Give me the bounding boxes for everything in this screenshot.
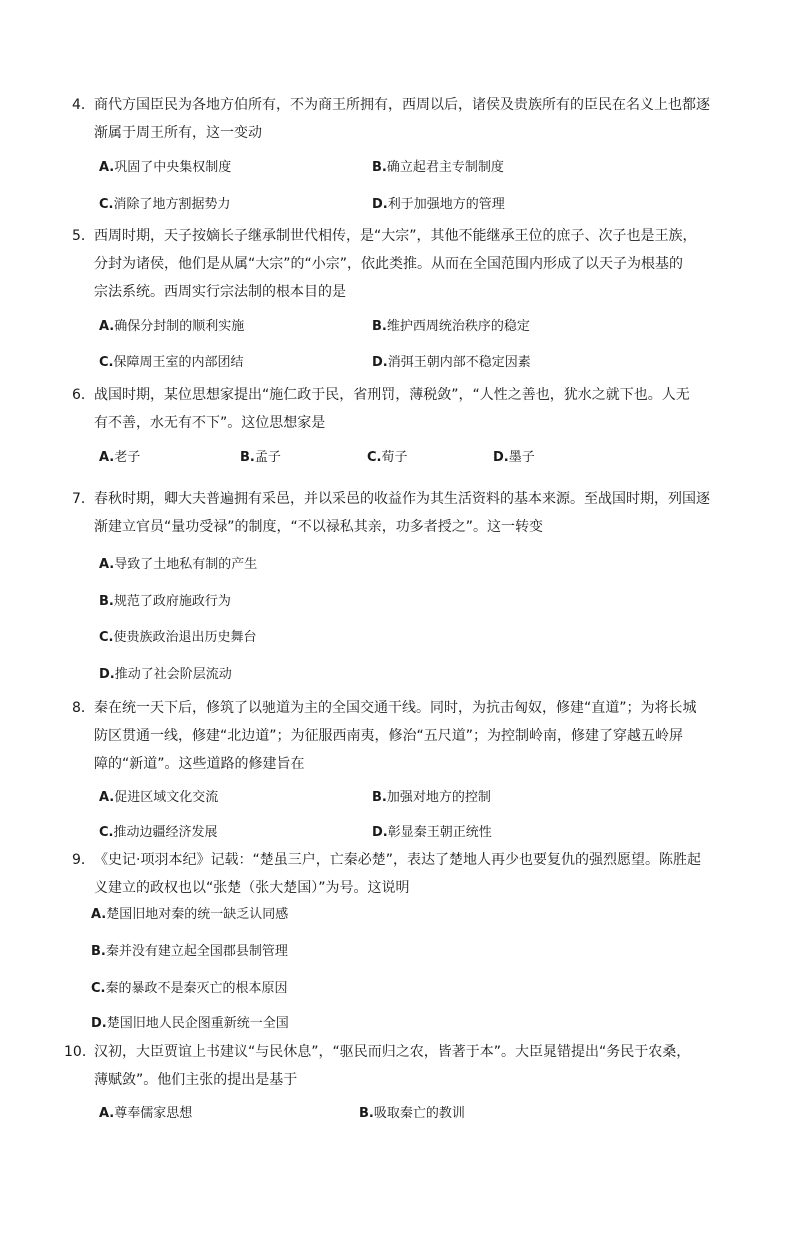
question-5-stem — [72, 222, 722, 306]
option-a[interactable]: A.尊奉儒家思想 — [99, 1106, 193, 1121]
question-text: 西周时期，天子按嫡长子继承制世代相传，是“大宗”，其他不能继承王位的庶子、次子也是王族， — [94, 228, 697, 244]
option-b[interactable]: B.维护西周统治秩序的稳定 — [372, 319, 530, 334]
option-b[interactable]: B.加强对地方的控制 — [372, 790, 491, 805]
question-text: 障的“新道”。这些道路的修建旨在 — [94, 756, 305, 772]
question-6-stem — [72, 381, 722, 437]
option-d[interactable]: D.楚国旧地人民企图重新统一全国 — [91, 1016, 289, 1031]
option-c[interactable]: C.消除了地方割据势力 — [99, 197, 231, 212]
question-text: 渐属于周王所有，这一变动 — [94, 125, 262, 141]
option-a[interactable]: A.促进区域文化交流 — [99, 790, 219, 805]
option-c[interactable]: C.保障周王室的内部团结 — [99, 355, 244, 370]
question-number: 7． — [72, 491, 95, 507]
question-text: 义建立的政权也以“张楚（张大楚国）”为号。这说明 — [94, 880, 410, 896]
option-b[interactable]: B.确立起君主专制制度 — [372, 160, 504, 175]
question-text: 渐建立官员“量功受禄”的制度，“不以禄私其亲，功多者授之”。这一转变 — [94, 519, 544, 535]
option-b[interactable]: B.秦并没有建立起全国郡县制管理 — [91, 944, 288, 959]
option-a[interactable]: A.老子 — [99, 450, 141, 465]
option-b[interactable]: B.孟子 — [240, 450, 281, 465]
question-4-stem — [72, 91, 722, 147]
question-number: 5． — [72, 228, 95, 244]
question-7-stem — [72, 485, 722, 541]
option-d[interactable]: D.利于加强地方的管理 — [372, 197, 505, 212]
option-b[interactable]: B.吸取秦亡的教训 — [359, 1106, 465, 1121]
question-number: 4． — [72, 97, 95, 113]
option-a[interactable]: A.导致了土地私有制的产生 — [99, 557, 258, 572]
question-text: 春秋时期，卿大夫普遍拥有采邑，并以采邑的收益作为其生活资料的基本来源。至战国时期，列国逐 — [94, 491, 710, 507]
question-text: 秦在统一天下后，修筑了以驰道为主的全国交通干线。同时，为抗击匈奴，修建“直道”；为将长城 — [94, 700, 697, 716]
question-text: 商代方国臣民为各地方伯所有，不为商王所拥有，西周以后，诸侯及贵族所有的臣民在名义上也都逐 — [94, 97, 710, 113]
option-c[interactable]: C.荀子 — [367, 450, 408, 465]
option-d[interactable]: D.消弭王朝内部不稳定因素 — [372, 355, 531, 370]
option-c[interactable]: C.秦的暴政不是秦灭亡的根本原因 — [91, 981, 288, 996]
option-a[interactable]: A.楚国旧地对秦的统一缺乏认同感 — [91, 907, 289, 922]
question-text: 分封为诸侯，他们是从属“大宗”的“小宗”，依此类推。从而在全国范围内形成了以天子为根基的 — [94, 256, 684, 272]
option-b[interactable]: B.规范了政府施政行为 — [99, 594, 231, 609]
question-10-stem — [64, 1038, 724, 1094]
question-number: 10． — [64, 1044, 96, 1060]
option-c[interactable]: C.推动边疆经济发展 — [99, 825, 218, 840]
option-a[interactable]: A.巩固了中央集权制度 — [99, 160, 232, 175]
question-text: 薄赋敛”。他们主张的提出是基于 — [94, 1072, 298, 1088]
question-number: 6． — [72, 387, 95, 403]
option-d[interactable]: D.推动了社会阶层流动 — [99, 667, 232, 682]
question-text: 有不善，水无有不下”。这位思想家是 — [94, 415, 326, 431]
option-d[interactable]: D.墨子 — [493, 450, 535, 465]
question-9-stem — [72, 846, 722, 902]
option-a[interactable]: A.确保分封制的顺利实施 — [99, 319, 245, 334]
question-text: 战国时期，某位思想家提出“施仁政于民，省刑罚，薄税敛”，“人性之善也，犹水之就下也。人无 — [94, 387, 690, 403]
option-d[interactable]: D.彰显秦王朝正统性 — [372, 825, 492, 840]
question-text: 汉初，大臣贾谊上书建议“与民休息”，“驱民而归之农，皆著于本”。大臣晁错提出“务民于农桑， — [94, 1044, 691, 1060]
question-text: 宗法系统。西周实行宗法制的根本目的是 — [94, 284, 346, 300]
question-text: 《史记·项羽本纪》记载：“楚虽三户，亡秦必楚”，表达了楚地人再少也要复仇的强烈愿望。陈胜起 — [94, 852, 701, 868]
question-number: 9． — [72, 852, 95, 868]
option-c[interactable]: C.使贵族政治退出历史舞台 — [99, 630, 257, 645]
question-8-stem — [72, 694, 722, 778]
question-number: 8． — [72, 700, 95, 716]
question-text: 防区贯通一线，修建“北边道”；为征服西南夷，修治“五尺道”；为控制岭南，修建了穿越五岭屏 — [94, 728, 684, 744]
